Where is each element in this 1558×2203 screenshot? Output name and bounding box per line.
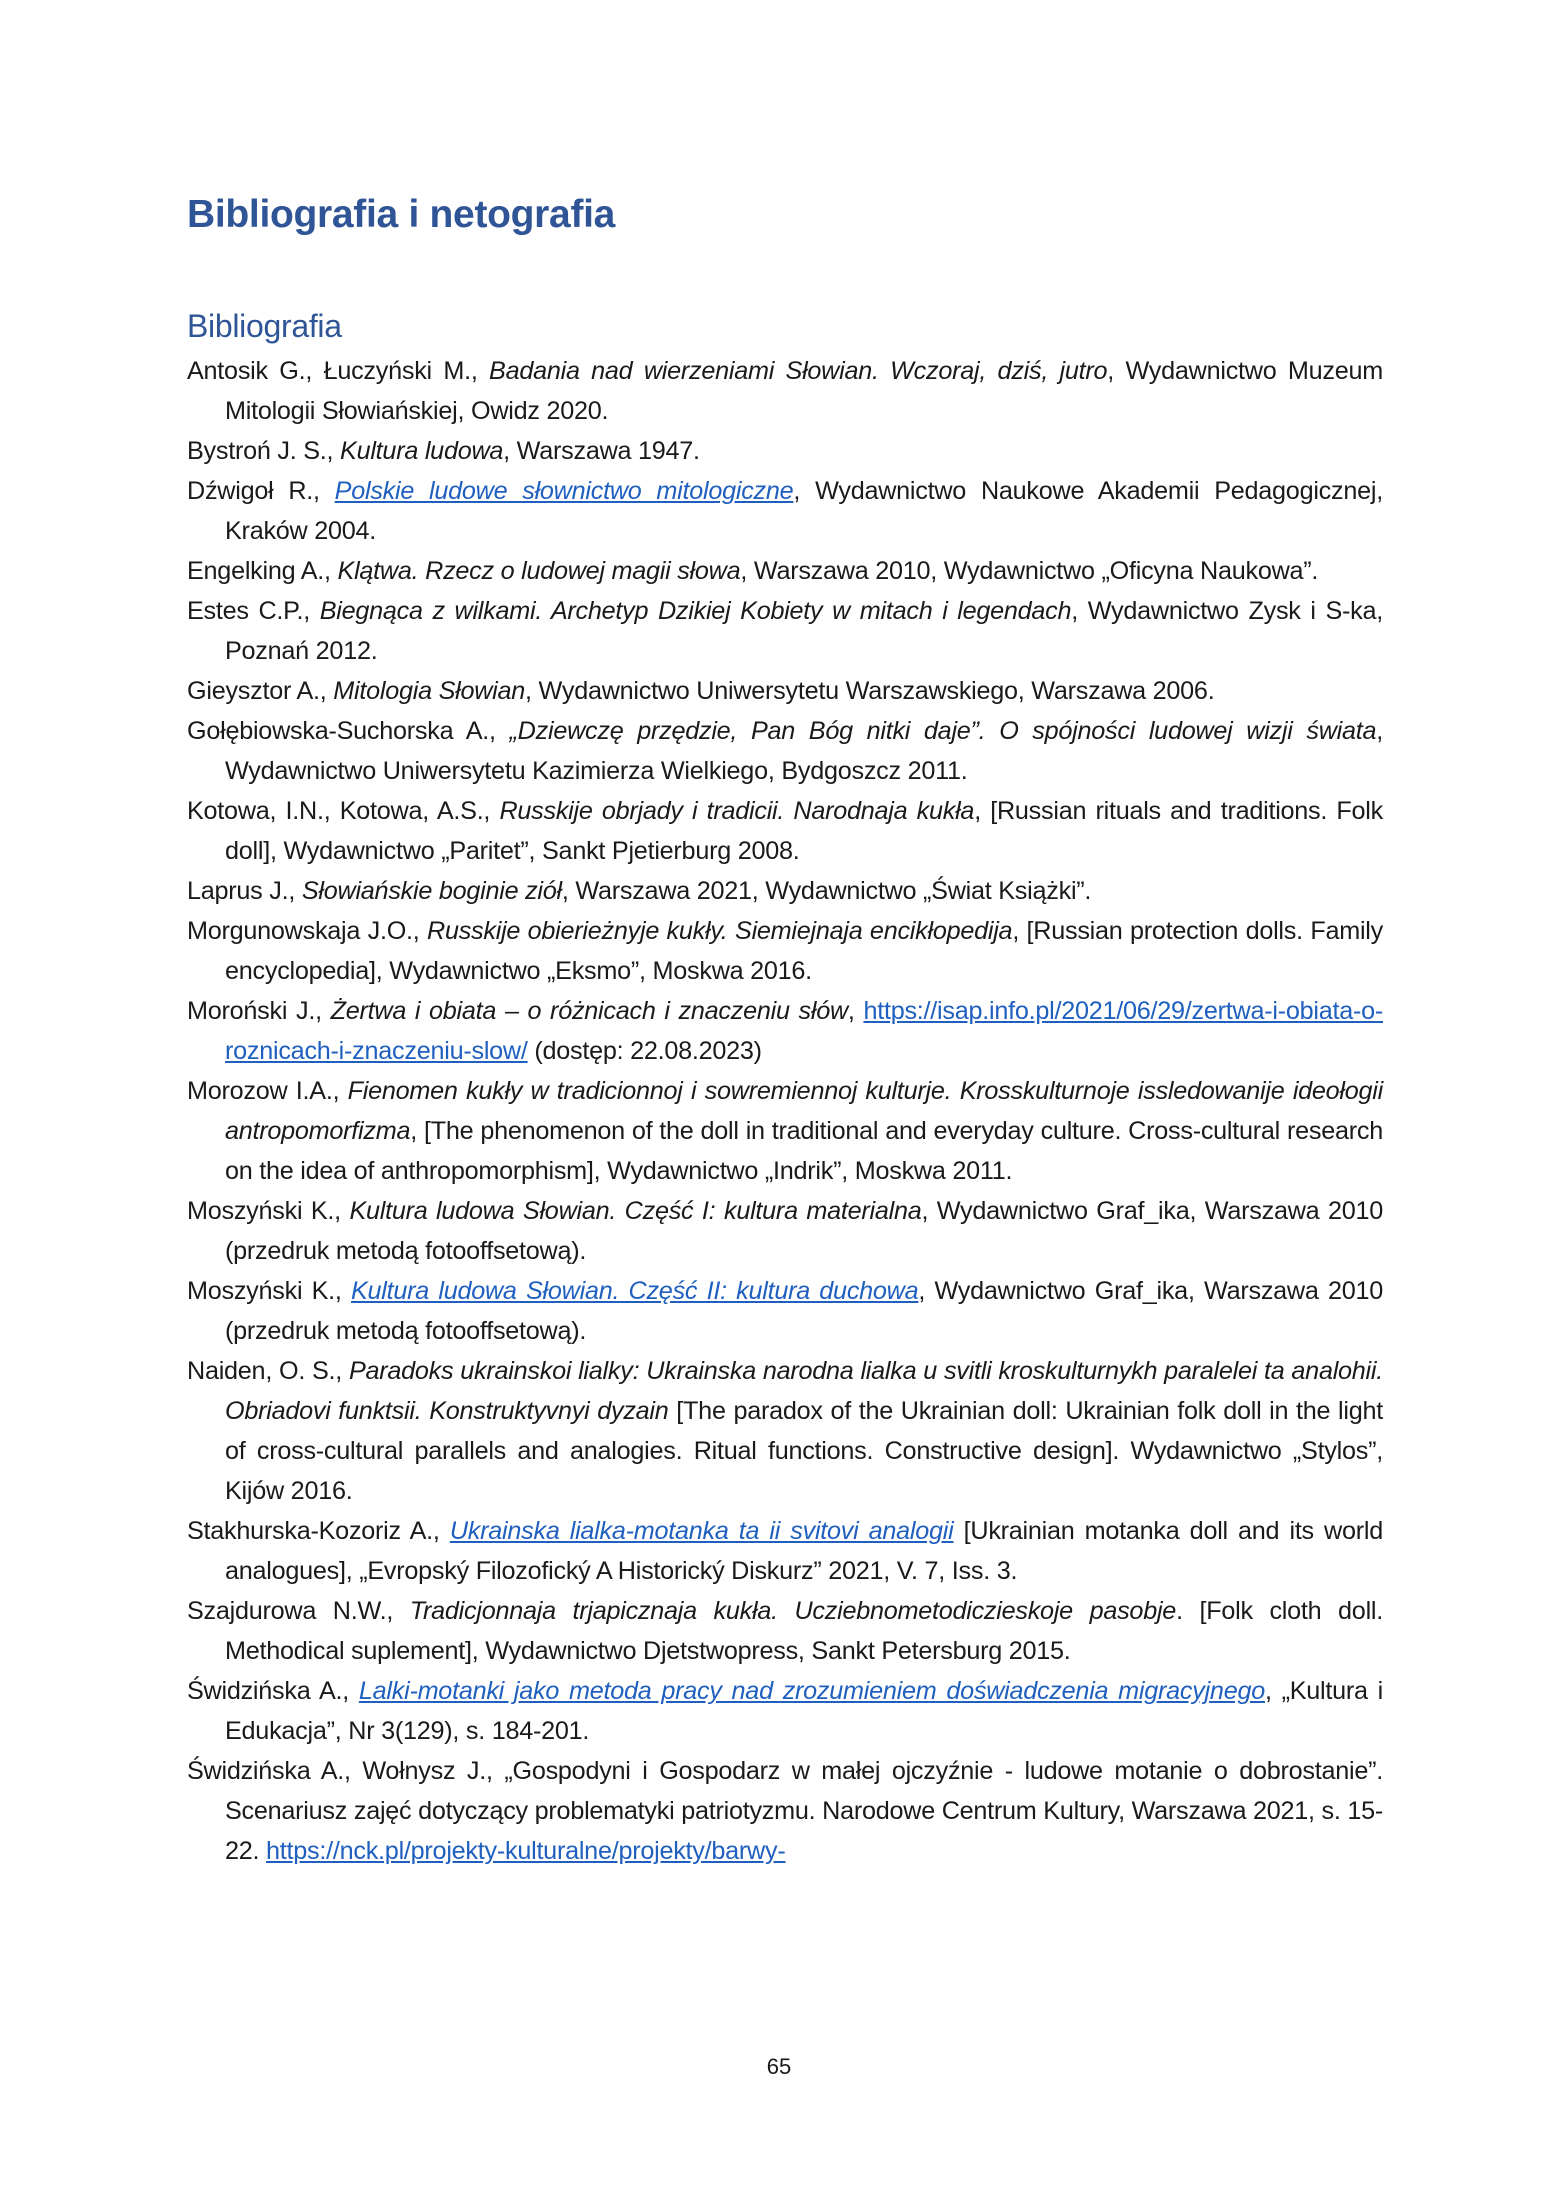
- entry-text: . [Folk cloth doll. Methodical suplement], Wydawnictwo Djetstwopress, Sankt Petersburg 2015.: [225, 1597, 1384, 1666]
- entry-text: Estes C.P.,: [187, 597, 320, 626]
- entry-text: , [The phenomenon of the doll in traditional and everyday culture. Cross-cultural research on the idea of anthropomorphism], Wydawnictwo „Indrik”, Moskwa 2011.: [225, 1117, 1383, 1186]
- bibliography-entry: [187, 1511, 1383, 1591]
- bibliography-entry: [187, 671, 1383, 711]
- entry-text: Moszyński K.,: [187, 1277, 351, 1306]
- reference-link[interactable]: Polskie ludowe słownictwo mitologiczne: [334, 477, 794, 506]
- entry-text: Świdzińska A., Wołnysz J., „Gospodyni i Gospodarz w małej ojczyźnie - ludowe motanie o dobrostanie”. Scenariusz zajęć dotyczący problematyki patriotyzmu. Narodowe Centrum Kultury, Warszawa 2021, s. 15-22.: [187, 1757, 1383, 1866]
- entry-title: Tradicjonnaja trjapicznaja kukła. Ucziebnometodiczieskoje pasobje: [409, 1597, 1177, 1626]
- entry-title: Kultura ludowa Słowian. Część I: kultura materialna: [349, 1197, 922, 1226]
- entry-text: Moroński J.,: [187, 997, 331, 1026]
- entry-text: Moszyński K.,: [187, 1197, 350, 1226]
- bibliography-entry: [187, 1671, 1383, 1751]
- entry-title: Mitologia Słowian: [333, 677, 526, 706]
- entry-text: , Warszawa 1947.: [503, 437, 700, 466]
- entry-text: (dostęp: 22.08.2023): [527, 1037, 762, 1066]
- bibliography-entry: [187, 1351, 1383, 1511]
- entry-title: Kultura ludowa: [340, 437, 504, 466]
- bibliography-entry: [187, 431, 1383, 471]
- bibliography-entry: [187, 871, 1383, 911]
- reference-link[interactable]: https://nck.pl/projekty-kulturalne/projekty/barwy-: [266, 1837, 786, 1866]
- entry-text: Stakhurska-Kozoriz A.,: [187, 1517, 450, 1546]
- entry-title: Russkije obrjady i tradicii. Narodnaja kukła: [499, 797, 975, 826]
- entry-title: Badania nad wierzeniami Słowian. Wczoraj, dziś, jutro: [489, 357, 1108, 386]
- entry-title: Klątwa. Rzecz o ludowej magii słowa: [337, 557, 741, 586]
- bibliography-entry: [187, 1071, 1383, 1191]
- entry-text: , Wydawnictwo Graf_ika, Warszawa 2010 (przedruk metodą fotooffsetową).: [225, 1277, 1383, 1346]
- page-number: 65: [766, 2054, 792, 2079]
- entry-text: , [Russian rituals and traditions. Folk doll], Wydawnictwo „Paritet”, Sankt Pjetierburg 2008.: [225, 797, 1383, 866]
- entry-text: Świdzińska A.,: [187, 1677, 359, 1706]
- section-title: Bibliografia: [187, 307, 342, 344]
- entry-text: Naiden, O. S.,: [187, 1357, 349, 1386]
- entry-text: , Wydawnictwo Naukowe Akademii Pedagogicznej, Kraków 2004.: [225, 477, 1383, 546]
- bibliography-entry: [187, 551, 1383, 591]
- bibliography-entry: [187, 471, 1383, 551]
- entry-title: Fienomen kukły w tradicionnoj i sowremiennoj kulturje. Krosskulturnoje issledowanije ideołogii antropomorfizma: [225, 1077, 1383, 1146]
- entry-text: [The paradox of the Ukrainian doll: Ukrainian folk doll in the light of cross-cultural parallels and analogies. Ritual functions. Constructive design]. Wydawnictwo „Stylos”, Kijów 2016.: [225, 1397, 1383, 1506]
- entry-text: Engelking A.,: [187, 557, 338, 586]
- entry-text: , Wydawnictwo Graf_ika, Warszawa 2010 (przedruk metodą fotooffsetową).: [225, 1197, 1383, 1266]
- bibliography-entry: [187, 1591, 1383, 1671]
- reference-link[interactable]: Kultura ludowa Słowian. Część II: kultura duchowa: [351, 1277, 919, 1306]
- entry-text: Antosik G., Łuczyński M.,: [187, 357, 490, 386]
- reference-link[interactable]: Ukrainska lialka-motanka ta ii svitovi analogii: [449, 1517, 954, 1546]
- page-content: [187, 160, 1383, 1871]
- entry-text: , Wydawnictwo Uniwersytetu Kazimierza Wielkiego, Bydgoszcz 2011.: [225, 717, 1383, 786]
- entry-text: , Wydawnictwo Muzeum Mitologii Słowiańskiej, Owidz 2020.: [225, 357, 1383, 426]
- entry-text: , Warszawa 2021, Wydawnictwo „Świat Książki”.: [561, 877, 1092, 906]
- page-title: Bibliografia i netografia: [187, 193, 616, 236]
- entry-text: Bystroń J. S.,: [187, 437, 341, 466]
- entry-text: Laprus J.,: [187, 877, 302, 906]
- entry-text: Szajdurowa N.W.,: [187, 1597, 410, 1626]
- entry-text: , Wydawnictwo Zysk i S-ka, Poznań 2012.: [225, 597, 1383, 666]
- entry-text: [Ukrainian motanka doll and its world analogues], „Evropský Filozofický A Historický Diskurz” 2021, V. 7, Iss. 3.: [225, 1517, 1383, 1586]
- entry-text: Dźwigoł R.,: [187, 477, 335, 506]
- bibliography-entry: [187, 1271, 1383, 1351]
- entry-text: Gołębiowska-Suchorska A.,: [187, 717, 510, 746]
- entry-text: Kotowa, I.N., Kotowa, A.S.,: [187, 797, 500, 826]
- bibliography-entry: [187, 351, 1383, 431]
- reference-link[interactable]: https://isap.info.pl/2021/06/29/zertwa-i-obiata-o-roznicach-i-znaczeniu-slow/: [225, 997, 1383, 1066]
- entry-title: „Dziewczę przędzie, Pan Bóg nitki daje”. O spójności ludowej wizji świata: [509, 717, 1377, 746]
- entry-text: , Wydawnictwo Uniwersytetu Warszawskiego, Warszawa 2006.: [525, 677, 1215, 706]
- bibliography-entry: [187, 591, 1383, 671]
- entry-title: Biegnąca z wilkami. Archetyp Dzikiej Kobiety w mitach i legendach: [319, 597, 1072, 626]
- entry-title: Słowiańskie boginie ziół: [301, 877, 562, 906]
- bibliography-entry: [187, 711, 1383, 791]
- entry-text: , „Kultura i Edukacja”, Nr 3(129), s. 184-201.: [225, 1677, 1383, 1746]
- entry-text: , [Russian protection dolls. Family encyclopedia], Wydawnictwo „Eksmo”, Moskwa 2016.: [225, 917, 1383, 986]
- entry-title: Żertwa i obiata – o różnicach i znaczeniu słów: [330, 997, 848, 1026]
- entry-title: Paradoks ukrainskoi lialky: Ukrainska narodna lialka u svitli kroskulturnykh paralelei ta analohii. Obriadovi funktsii. Konstruktyvnyi dyzain: [225, 1357, 1383, 1426]
- bibliography-entry: [187, 911, 1383, 991]
- bibliography-entry: [187, 791, 1383, 871]
- reference-link[interactable]: Lalki-motanki jako metoda pracy nad zrozumieniem doświadczenia migracyjnego: [358, 1677, 1265, 1706]
- entry-text: Gieysztor A.,: [187, 677, 334, 706]
- bibliography-entry: [187, 991, 1383, 1071]
- bibliography-list: [187, 351, 1383, 1871]
- entry-title: Russkije obierieżnyje kukły. Siemiejnaja encikłopedija: [427, 917, 1013, 946]
- entry-text: Morgunowskaja J.O.,: [187, 917, 428, 946]
- entry-text: ,: [847, 997, 864, 1026]
- entry-text: , Warszawa 2010, Wydawnictwo „Oficyna Naukowa”.: [740, 557, 1319, 586]
- entry-text: Morozow I.A.,: [187, 1077, 348, 1106]
- bibliography-entry: [187, 1751, 1383, 1871]
- bibliography-entry: [187, 1191, 1383, 1271]
